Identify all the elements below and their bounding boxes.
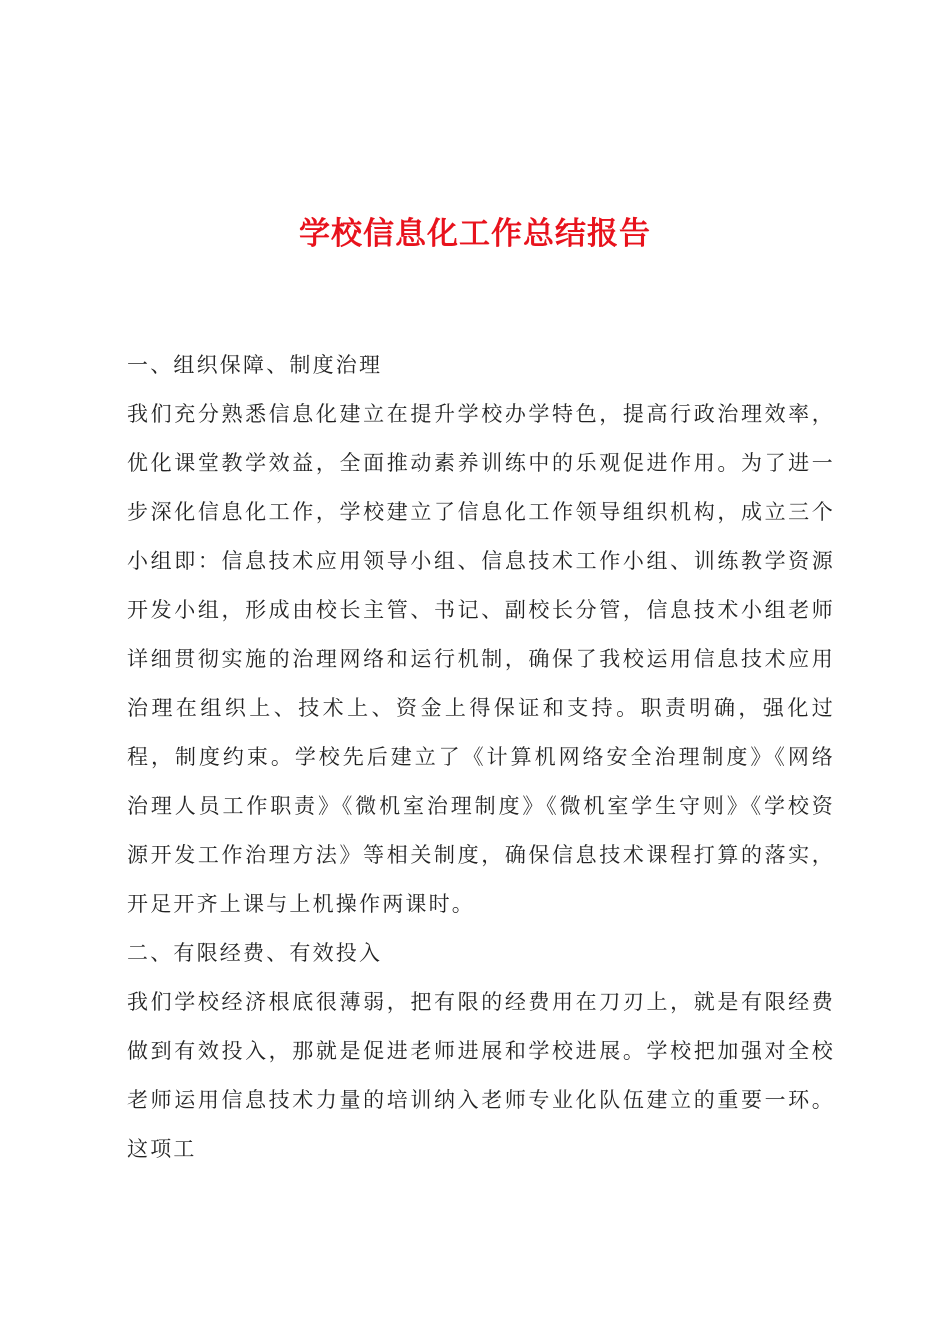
- paragraph-1: 我们充分熟悉信息化建立在提升学校办学特色，提高行政治理效率，优化课堂教学效益，全面推动素养训练中的乐观促进作用。为了进一步深化信息化工作，学校建立了信息化工作领导组织机构，成立三个小组即：信息技术应用领导小组、信息技术工作小组、训练教学资源开发小组，形成由校长主管、书记、副校长分管，信息技术小组老师详细贯彻实施的治理网络和运行机制，确保了我校运用信息技术应用治理在组织上、技术上、资金上得保证和支持。职责明确，强化过程，制度约束。学校先后建立了《计算机网络安全治理制度》《网络治理人员工作职责》《微机室治理制度》《微机室学生守则》《学校资源开发工作治理方法》等相关制度，确保信息技术课程打算的落实，开足开齐上课与上机操作两课时。: [127, 402, 835, 916]
- section-heading-1: 一、组织保障、制度治理: [127, 353, 383, 377]
- document-title: 学校信息化工作总结报告: [299, 216, 651, 252]
- section-heading-2: 二、有限经费、有效投入: [127, 941, 383, 965]
- paragraph-2: 我们学校经济根底很薄弱，把有限的经费用在刀刃上，就是有限经费做到有效投入，那就是促进老师进展和学校进展。学校把加强对全校老师运用信息技术力量的培训纳入老师专业化队伍建立的重要一环。这项工: [127, 990, 835, 1161]
- document-body: [127, 341, 835, 1174]
